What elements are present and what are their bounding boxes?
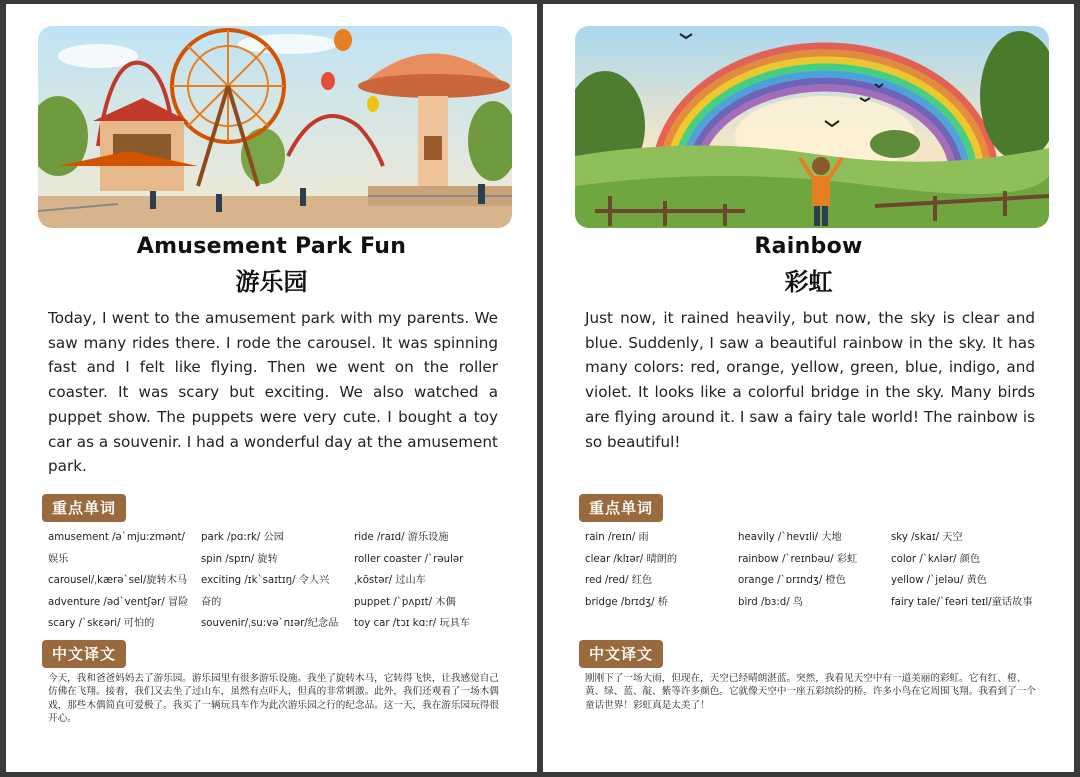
story-title-chinese: 彩虹 [784,268,833,296]
vocab-item: park /pɑ:rk/ 公园 [201,532,284,543]
key-vocabulary-heading: 重点单词 [42,494,126,522]
chinese-translation-heading: 中文译文 [579,640,663,668]
vocab-item: 奋的 [201,596,222,608]
vocab-item: puppet /`pʌpɪt/ 木偶 [354,596,456,608]
vocab-item: clear /klɪər/ 晴朗的 [585,553,678,565]
vocab-item: ride /raɪd/ 游乐设施 [354,532,449,543]
worksheet-page-rainbow [543,4,1074,772]
vocab-item: rain /reɪn/ 雨 [585,532,649,543]
vocab-item: orange /`ɒrɪndʒ/ 橙色 [738,575,846,587]
vocab-item: color /`kʌlər/ 颜色 [891,553,981,565]
amusement-park-illustration [38,26,512,228]
vocab-item: toy car /tɔɪ kɑ:r/ 玩具车 [354,618,471,630]
key-vocabulary-heading: 重点单词 [579,494,663,522]
vocab-item: ˌkōstər/ 过山车 [354,575,426,587]
vocab-item: amusement /ə`mju:zmənt/ [48,532,185,543]
chinese-translation-paragraph: 今天，我和爸爸妈妈去了游乐园。游乐园里有很多游乐设施。我坐了旋转木马，它转得飞快，让我感觉自己仿佛在飞翔。接着，我们又去坐了过山车，虽然有点吓人，但真的非常刺激。此外，我们还观看了一场木偶戏，那些木偶简直可爱极了。我买了一辆玩具车作为此次游乐园之行的纪念品。这一天，我在游乐园玩得很开心。 [48,673,499,725]
vocab-item: red /red/ 红色 [585,575,653,587]
vocab-item: roller coaster /`rəulər [354,553,464,565]
vocab-item: carousel/ˌkærə`sel/旋转木马 [48,575,188,587]
story-title-english: Amusement Park Fun [136,234,407,259]
vocabulary-list [48,527,498,635]
vocab-item: scary /`skɛəri/ 可怕的 [48,618,155,630]
vocab-item: 娱乐 [48,553,69,565]
vocabulary-list [585,527,1035,613]
vocab-item: spin /spɪn/ 旋转 [201,553,278,565]
rainbow-illustration [575,26,1049,228]
vocab-item: fairy tale/`feəri teɪl/童话故事 [891,596,1033,608]
chinese-translation-paragraph: 刚刚下了一场大雨，但现在，天空已经晴朗湛蓝。突然，我看见天空中有一道美丽的彩虹。它有红、橙、黄、绿、蓝、靛、紫等许多颜色。它就像天空中一座五彩缤纷的桥。许多小鸟在它周围飞翔。我看到了一个童话世界！彩虹真是太美了！ [585,673,1036,711]
vocab-item: sky /skaɪ/ 天空 [891,532,963,543]
story-paragraph: Today, I went to the amusement park with my parents. We saw many rides there. I rode the carousel. It was spinning fast and I felt like flying. Then we went on the roller coaster. It was scary but exciting. We also watched a puppet show. The puppets were very cute. I bought a toy car as a souvenir. I had a wonderful day at the amusement park. [48,309,498,476]
vocab-item: rainbow /`reɪnbəu/ 彩虹 [738,553,858,565]
story-title-chinese: 游乐园 [235,268,308,296]
vocab-item: bird /bɜ:d/ 鸟 [738,596,804,608]
story-title-english: Rainbow [754,234,863,259]
vocab-item: bridge /brɪdʒ/ 桥 [585,596,669,608]
story-paragraph: Just now, it rained heavily, but now, the sky is clear and blue. Suddenly, I saw a beautiful rainbow in the sky. It has many colors: red, orange, yellow, green, blue, indigo, and violet. It looks like a colorful bridge in the sky. Many birds are flying around it. I saw a fairy tale world! The rainbow is so beautiful! [585,309,1035,451]
chinese-translation-heading: 中文译文 [42,640,126,668]
vocab-item: heavily /`hevɪli/ 大地 [738,532,842,543]
vocab-item: yellow /`jeləu/ 黄色 [891,575,987,587]
worksheet-page-amusement-park [6,4,537,772]
vocab-item: souvenir/ˌsu:və`nɪər/纪念品 [201,618,339,630]
vocab-item: exciting /ɪk`saɪtɪŋ/ 令人兴 [201,575,330,587]
vocab-item: adventure /əd`ventʃər/ 冒险 [48,596,189,608]
